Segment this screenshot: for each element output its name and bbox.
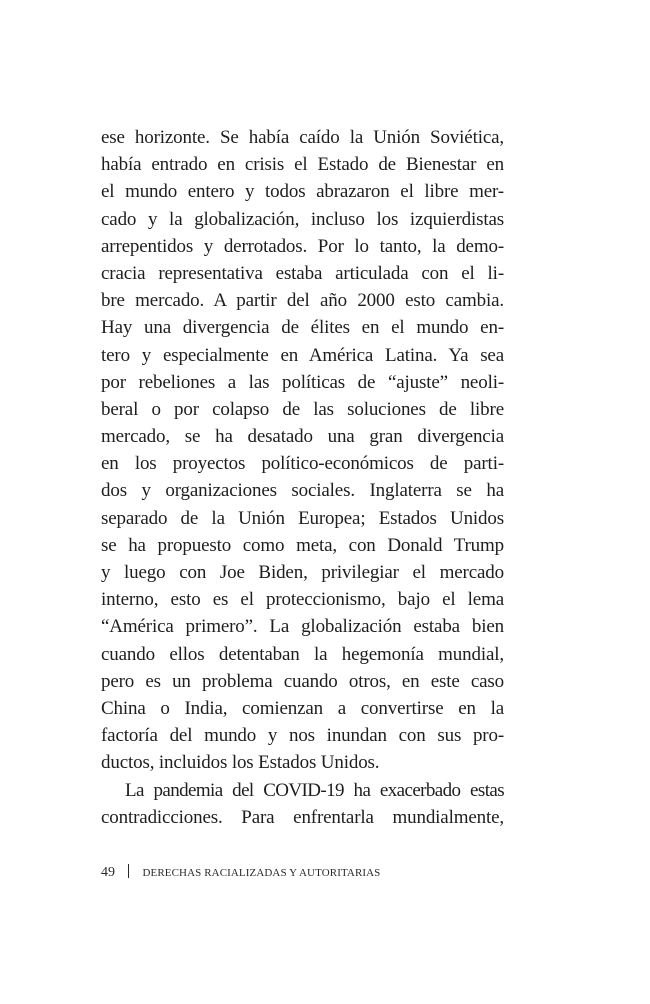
text-line: separado de la Unión Europea; Estados Unidos bbox=[101, 507, 504, 529]
text-line: cado y la globalización, incluso los izquierdistas bbox=[101, 208, 504, 230]
text-line: arrepentidos y derrotados. Por lo tanto, la demo- bbox=[101, 235, 504, 257]
text-line: cuando ellos detentaban la hegemonía mundial, bbox=[101, 643, 504, 665]
text-line: pero es un problema cuando otros, en este caso bbox=[101, 670, 504, 692]
text-line: factoría del mundo y nos inundan con sus pro- bbox=[101, 725, 504, 747]
text-line: bre mercado. A partir del año 2000 esto cambia. bbox=[101, 290, 504, 312]
running-title: DERECHAS RACIALIZADAS Y AUTORITARIAS bbox=[142, 867, 381, 879]
text-line: tero y especialmente en América Latina. Ya sea bbox=[101, 344, 504, 366]
running-footer bbox=[101, 862, 380, 882]
paragraph-start-line: La pandemia del COVID-19 ha exacerbado estas bbox=[125, 779, 504, 801]
text-line: por rebeliones a las políticas de “ajuste” neoli- bbox=[101, 371, 504, 393]
text-line: interno, esto es el proteccionismo, bajo el lema bbox=[101, 589, 504, 611]
text-line: contradicciones. Para enfrentarla mundialmente, bbox=[101, 806, 504, 828]
text-line: el mundo entero y todos abrazaron el libre mer- bbox=[101, 181, 504, 203]
text-line: dos y organizaciones sociales. Inglaterra se ha bbox=[101, 480, 504, 502]
text-line: beral o por colapso de las soluciones de libre bbox=[101, 398, 504, 420]
text-line: ese horizonte. Se había caído la Unión Soviética, bbox=[101, 127, 504, 148]
text-line: “América primero”. La globalización estaba bien bbox=[101, 616, 504, 638]
text-line: había entrado en crisis el Estado de Bienestar en bbox=[101, 154, 504, 176]
text-line: y luego con Joe Biden, privilegiar el mercado bbox=[101, 562, 504, 583]
text-line: en los proyectos político-económicos de parti- bbox=[101, 453, 504, 475]
text-line: China o India, comienzan a convertirse en la bbox=[101, 697, 504, 719]
body-text bbox=[101, 124, 504, 831]
text-line: se ha propuesto como meta, con Donald Trump bbox=[101, 534, 504, 556]
text-line: cracia representativa estaba articulada con el li- bbox=[101, 262, 504, 284]
text-line: Hay una divergencia de élites en el mundo en- bbox=[101, 317, 504, 339]
footer-divider bbox=[128, 864, 129, 878]
paragraph-end-line: ductos, incluidos los Estados Unidos. bbox=[101, 752, 380, 774]
page-number: 49 bbox=[101, 865, 115, 880]
text-line: mercado, se ha desatado una gran divergencia bbox=[101, 426, 504, 448]
